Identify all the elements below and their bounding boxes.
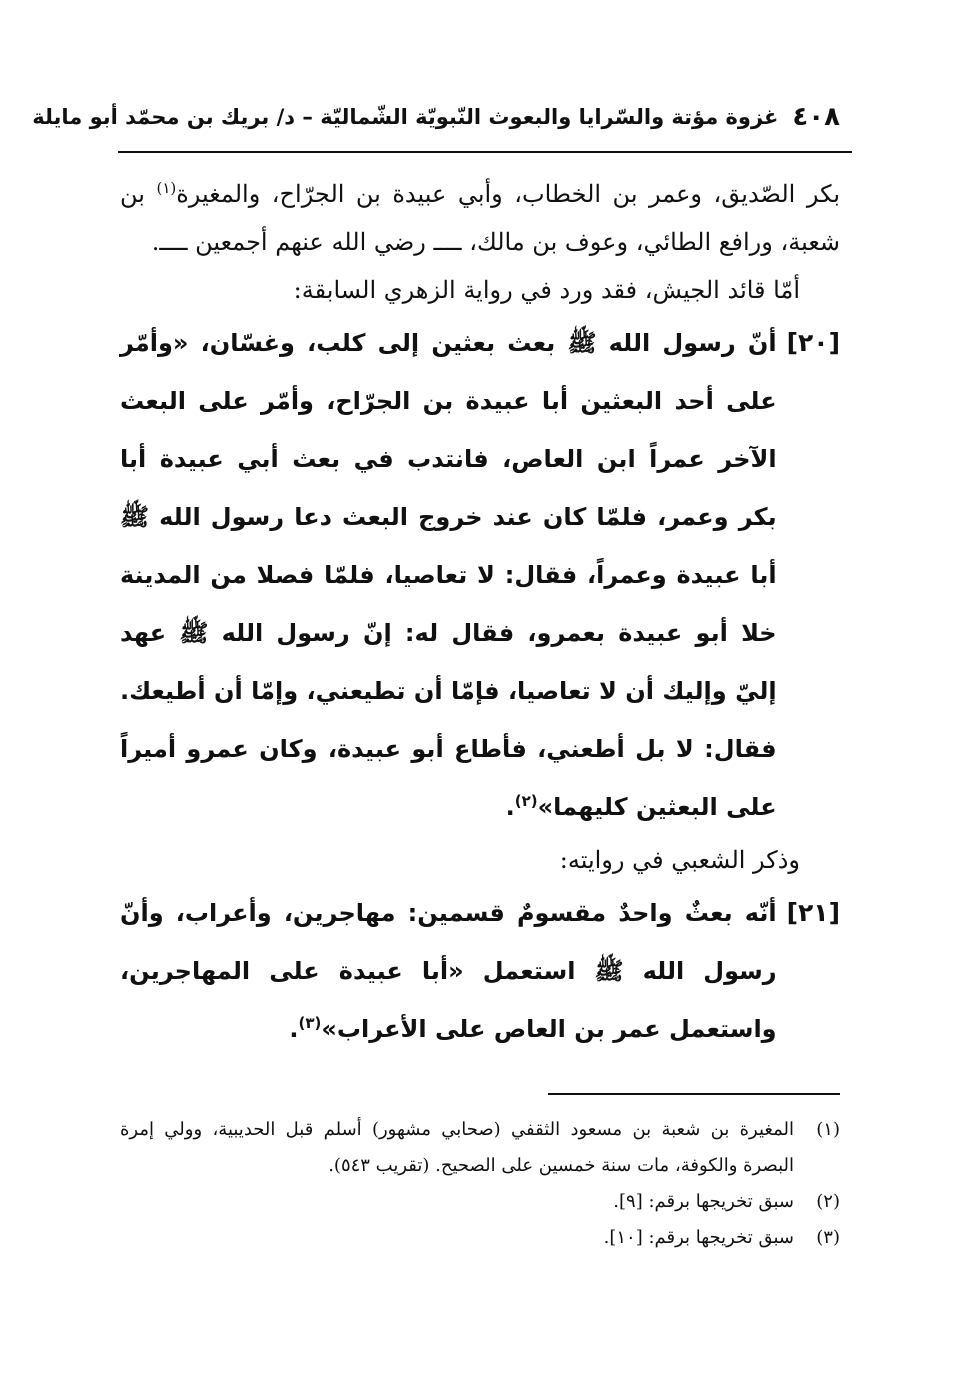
paragraph-army-leader: أمّا قائد الجيش، فقد ورد في رواية الزهري السابقة:	[293, 276, 800, 304]
paragraph-companions	[120, 170, 840, 266]
footnote-ref-2: (٢)	[514, 792, 538, 810]
footnote-number: (٣)	[816, 1227, 840, 1248]
narration-body: أنّ رسول الله ﷺ بعث بعثين إلى كلب، وغسّان، «وأمّر على أحد البعثين أبا عبيدة بن الجرّاح، وأمّر على البعث الآخر عمراً ابن العاص، فانتدب في بعث أبي عبيدة أبا بكر وعمر، فلمّا كان عند خروج البعث دعا رسول الله ﷺ أبا عبيدة وعمراً، فقال: لا تعاصيا، فلمّا فصلا من المدينة خلا أبو عبيدة بعمرو، فقال له: إنّ رسول الله ﷺ عهد إليّ وإليك أن لا تعاصيا، فإمّا أن تطيعني، وإمّا أن أطيعك. فقال: لا بل أطعني، فأطاع أبو عبيدة، وكان عمرو أميراً على البعثين كليهما»	[120, 329, 777, 821]
narration-text-21	[120, 884, 777, 1058]
running-title: غزوة مؤتة والسّرايا والبعوث النّبويّة الشّماليّة – د/ بريك بن محمّد أبو مايلة	[32, 105, 779, 129]
page-header	[32, 92, 840, 142]
narration-20	[120, 314, 840, 836]
narration-21	[120, 884, 840, 1058]
footnote-1	[120, 1112, 840, 1184]
paragraph-shabi: وذكر الشعبي في روايته:	[559, 846, 800, 874]
footnote-number: (٢)	[816, 1191, 840, 1212]
footnote-divider	[548, 1093, 840, 1095]
footnote-number: (١)	[816, 1119, 840, 1140]
footnote-text: سبق تخريجها برقم: [١٠].	[603, 1227, 794, 1248]
footnote-3	[120, 1220, 840, 1256]
footnote-ref-1: (١)	[156, 179, 177, 197]
footnote-text: سبق تخريجها برقم: [٩].	[613, 1191, 794, 1212]
narration-number-20: [٢٠]	[786, 328, 840, 357]
narration-end: .	[289, 1015, 299, 1043]
footnote-ref-3: (٣)	[298, 1014, 322, 1032]
footnotes	[120, 1112, 840, 1256]
narration-number-21: [٢١]	[786, 898, 840, 927]
narration-body: أنّه بعثٌ واحدٌ مقسومٌ قسمين: مهاجرين، وأعراب، وأنّ رسول الله ﷺ استعمل «أبا عبيدة على المهاجرين، واستعمل عمر بن العاص على الأعراب»	[120, 899, 777, 1043]
header-divider	[118, 151, 852, 153]
narration-end: .	[505, 793, 515, 821]
page-number: ٤٠٨	[792, 102, 840, 132]
paragraph-text-continued: بن شعبة، ورافع الطائي، وعوف بن مالك، ــــ رضي الله عنهم أجمعين ــــ.	[120, 180, 840, 256]
paragraph-text: بكر الصّديق، وعمر بن الخطاب، وأبي عبيدة بن الجرّاح، والمغيرة	[176, 180, 841, 208]
footnote-2	[120, 1184, 840, 1220]
body-text	[120, 170, 840, 1058]
narration-text-20	[120, 314, 777, 836]
footnote-text: المغيرة بن شعبة بن مسعود الثقفي (صحابي مشهور) أسلم قبل الحديبية، وولي إمرة البصرة والكوفة، مات سنة خمسين على الصحيح. (تقريب ٥٤٣).	[120, 1119, 794, 1176]
